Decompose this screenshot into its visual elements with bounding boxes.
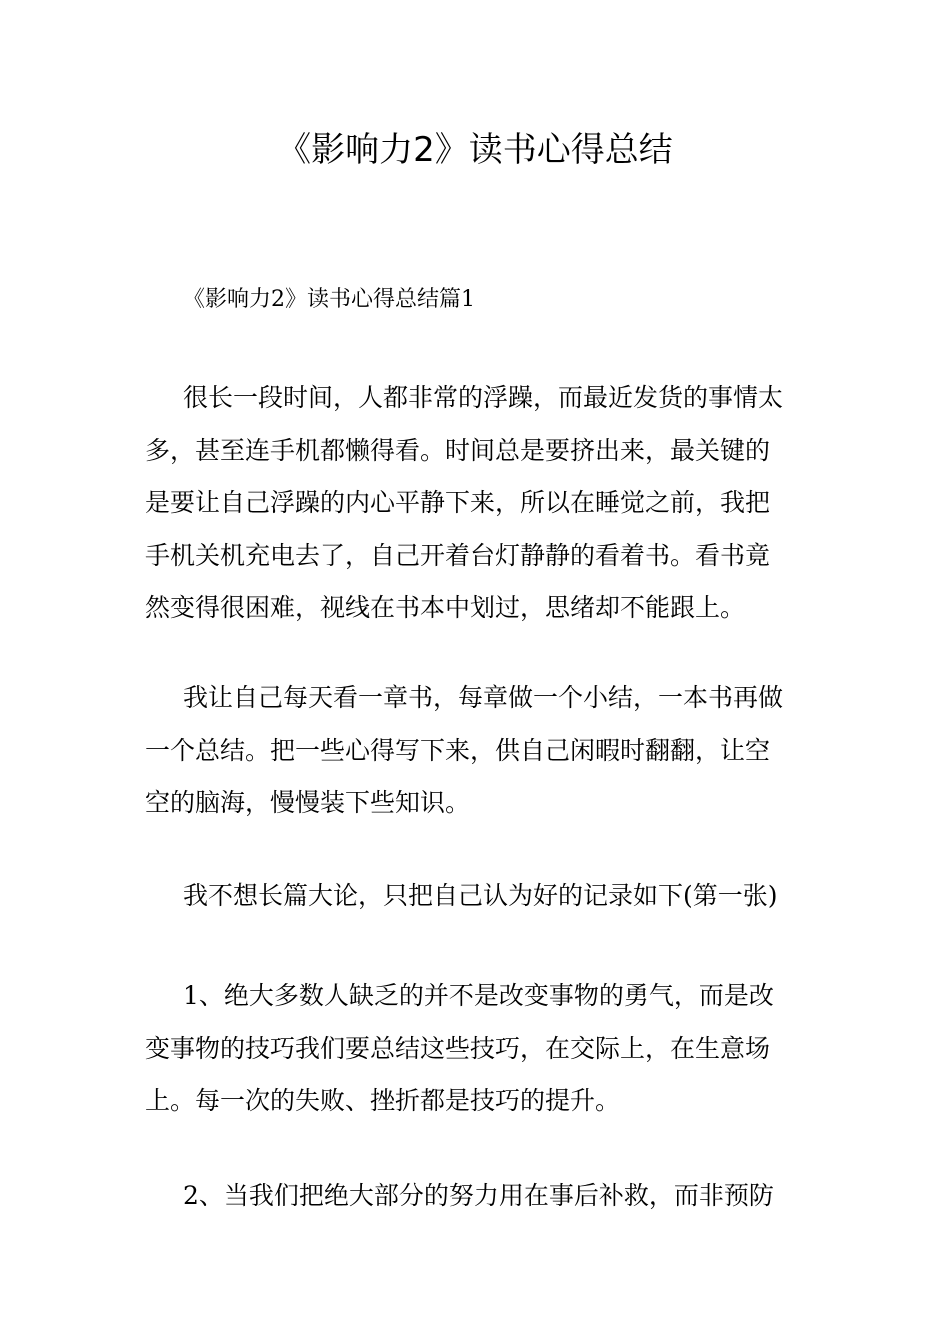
paragraph-line: 是要让自己浮躁的内心平静下来，所以在睡觉之前，我把 bbox=[145, 488, 771, 517]
paragraph-line: 变事物的技巧我们要总结这些技巧，在交际上，在生意场 bbox=[145, 1033, 771, 1063]
paragraph-line: 多，甚至连手机都懒得看。时间总是要挤出来，最关键的 bbox=[145, 435, 771, 465]
paragraph-line: 一个总结。把一些心得写下来，供自己闲暇时翻翻，让空 bbox=[145, 735, 771, 765]
paragraph-line: 手机关机充电去了，自己开着台灯静静的看着书。看书竟 bbox=[145, 540, 771, 570]
paragraph bbox=[145, 372, 810, 635]
paragraph-line: 我让自己每天看一章书，每章做一个小结，一本书再做 bbox=[183, 683, 784, 712]
paragraph bbox=[145, 672, 810, 830]
paragraph-line: 我不想长篇大论，只把自己认为好的记录如下(第一张) bbox=[183, 881, 778, 910]
paragraph-line: 然变得很困难，视线在书本中划过，思绪却不能跟上。 bbox=[145, 593, 746, 622]
paragraph-line: 1、绝大多数人缺乏的并不是改变事物的勇气，而是改 bbox=[183, 981, 774, 1010]
paragraph bbox=[145, 970, 810, 1128]
paragraph-line: 2、当我们把绝大部分的努力用在事后补救，而非预防 bbox=[183, 1181, 774, 1210]
paragraph-line: 空的脑海，慢慢装下些知识。 bbox=[145, 788, 471, 817]
paragraph-line: 上。每一次的失败、挫折都是技巧的提升。 bbox=[145, 1086, 621, 1115]
paragraph-line: 很长一段时间，人都非常的浮躁，而最近发货的事情太 bbox=[183, 383, 784, 412]
section-heading: 《影响力2》读书心得总结篇1 bbox=[183, 287, 475, 312]
paragraph bbox=[145, 1170, 810, 1223]
paragraph bbox=[145, 870, 810, 923]
document-title: 《影响力2》读书心得总结 bbox=[277, 130, 673, 170]
